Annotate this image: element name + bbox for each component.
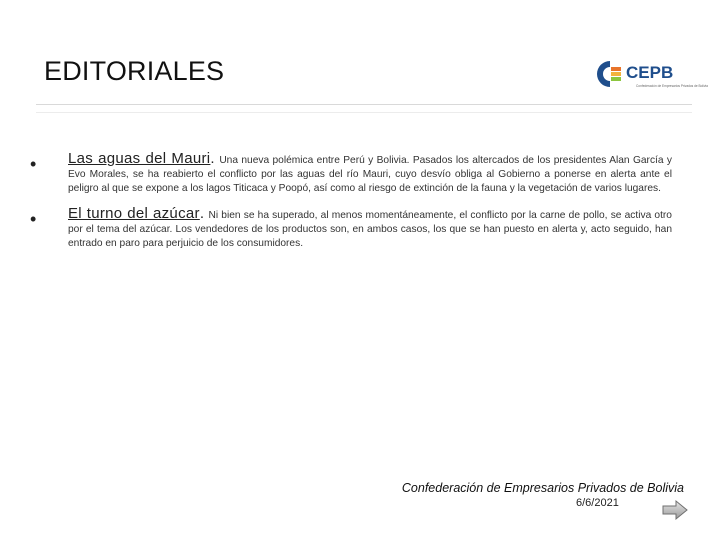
header-divider-secondary bbox=[36, 112, 692, 113]
item-heading-separator: . bbox=[210, 150, 220, 167]
item-body: Ni bien se ha superado, al menos momentáneamente, el conflicto por la carne de pollo, se activa otro por el tema del azúcar. Los vendedores de los productos son, en ambos casos, los que se han puesto en alerta y, acto seguido, han entrado en paro para perjuicio de los consumidores. bbox=[68, 209, 672, 250]
item-body: Una nueva polémica entre Perú y Bolivia. Pasados los altercados de los presidentes Alan García y Evo Morales, se ha reabierto el conflicto por las aguas del río Mauri, cuyo desvío obliga al Gobierno a ponerse en alerta ante el peligro al que se expone a los lagos Titicaca y Poopó, así como al riesgo de extinción de la fauna y la vegetación de varios lugares. bbox=[68, 155, 672, 195]
page-title: EDITORIALES bbox=[44, 56, 225, 86]
logo-mark bbox=[597, 61, 621, 87]
bullet-icon: • bbox=[30, 208, 37, 229]
footer-organization: Confederación de Empresarios Privados de Bolivia bbox=[401, 481, 684, 495]
header-divider bbox=[36, 104, 692, 105]
cepb-logo bbox=[592, 56, 708, 92]
footer-date: 6/6/2021 bbox=[576, 497, 619, 509]
item-heading-separator: . bbox=[199, 204, 209, 222]
item-heading-link[interactable]: El turno del azúcar bbox=[68, 204, 200, 222]
bullet-icon: • bbox=[30, 154, 37, 174]
list-item bbox=[30, 152, 672, 197]
logo-tagline: Confederación de Empresarios Privados de Bolivia bbox=[636, 84, 708, 88]
list-item bbox=[30, 204, 672, 252]
editorial-list bbox=[30, 152, 672, 261]
item-heading-link[interactable]: Las aguas del Mauri bbox=[68, 150, 211, 167]
logo-text: CEPB bbox=[626, 63, 674, 82]
arrow-right-icon[interactable] bbox=[661, 500, 689, 520]
